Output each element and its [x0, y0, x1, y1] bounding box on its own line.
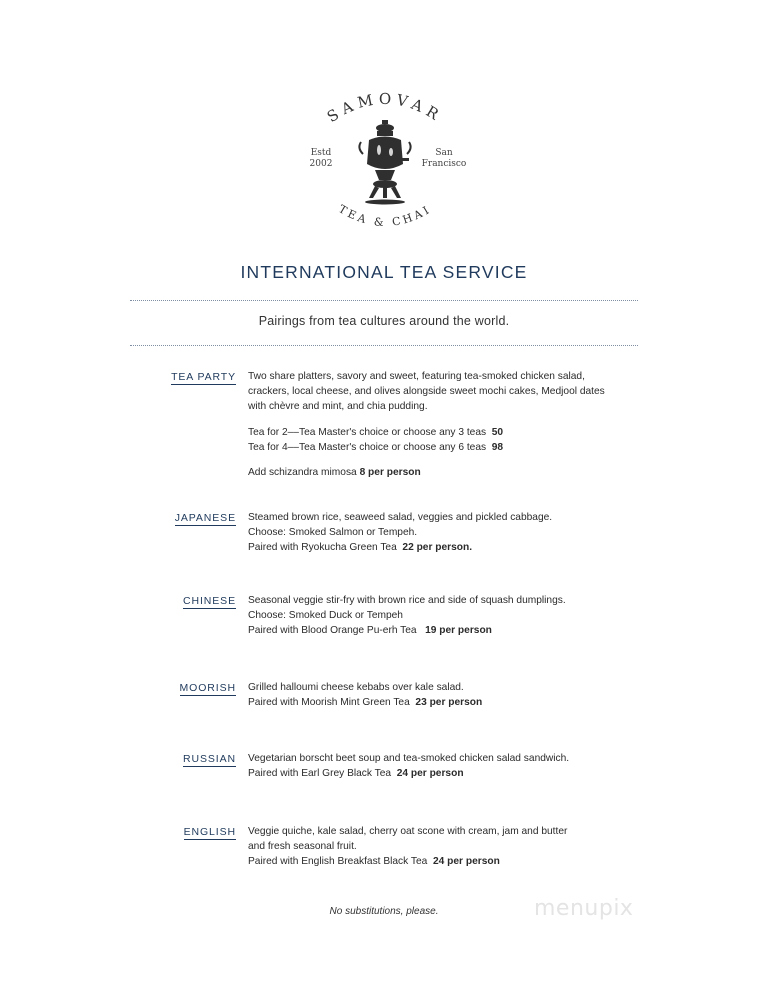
section-body-english — [248, 824, 633, 870]
option-line — [248, 440, 633, 455]
section-body-russian — [248, 751, 633, 781]
description-line: and fresh seasonal fruit. — [248, 841, 357, 853]
logo-brand-text: SAMOVAR — [323, 89, 447, 127]
logo-established: Estd 2002 — [309, 148, 333, 169]
page-title: INTERNATIONAL TEA SERVICE — [240, 262, 528, 282]
option-line — [248, 425, 633, 440]
section-label-english: ENGLISH — [183, 826, 236, 838]
pairing-text: Paired with Ryokucha Green Tea — [248, 542, 397, 554]
pairing-price: 23 per person — [415, 697, 483, 709]
pairing-price: 19 per person — [425, 625, 492, 637]
divider-top — [130, 300, 638, 301]
menupix-watermark: menupix — [534, 896, 634, 921]
description-line: Veggie quiche, kale salad, cherry oat scone with cream, jam and butter — [248, 826, 568, 837]
pairing-text: Paired with English Breakfast Black Tea — [248, 856, 428, 868]
description-line: Steamed brown rice, seaweed salad, veggies and pickled cabbage. — [248, 512, 553, 523]
pairing-line — [248, 695, 633, 710]
pairing-line — [248, 623, 633, 638]
logo-tagline-text: TEA & CHAI — [336, 202, 434, 230]
addon-text: Add schizandra mimosa — [248, 467, 357, 479]
logo-tagline-arc — [300, 190, 470, 245]
pairing-text: Paired with Earl Grey Black Tea — [248, 768, 392, 780]
addon-price: 8 per person — [359, 467, 421, 479]
logo-location: San Francisco — [421, 148, 467, 169]
pairing-price: 22 per person. — [402, 542, 473, 554]
section-label-chinese: CHINESE — [183, 595, 236, 607]
description-line: Choose: Smoked Duck or Tempeh — [248, 610, 403, 622]
section-body-chinese — [248, 593, 633, 639]
addon-line — [248, 465, 633, 480]
section-label-tea-party: TEA PARTY — [171, 371, 236, 383]
pairing-line — [248, 766, 633, 781]
pairing-line — [248, 854, 633, 869]
option-price: 50 — [491, 426, 504, 438]
option-text: Tea for 2––Tea Master's choice or choose any 3 teas — [248, 426, 487, 438]
description-line: Seasonal veggie stir-fry with brown rice and side of squash dumplings. — [248, 595, 566, 606]
section-body-moorish — [248, 680, 633, 710]
section-body-japanese — [248, 510, 633, 556]
svg-text:TEA & CHAI — [336, 202, 434, 229]
section-body-tea-party — [248, 369, 633, 480]
description-line: Choose: Smoked Salmon or Tempeh. — [248, 527, 418, 539]
section-label-moorish: MOORISH — [179, 682, 236, 694]
description-line: Vegetarian borscht beet soup and tea-smoked chicken salad sandwich. — [248, 753, 570, 764]
section-label-russian: RUSSIAN — [183, 753, 236, 765]
option-text: Tea for 4––Tea Master's choice or choose any 6 teas — [248, 441, 487, 453]
description-line: Two share platters, savory and sweet, featuring tea-smoked chicken salad, — [248, 371, 585, 382]
pairing-price: 24 per person — [433, 856, 500, 868]
pairing-text: Paired with Blood Orange Pu-erh Tea — [248, 625, 417, 637]
footer-note: No substitutions, please. — [329, 906, 439, 917]
description-line: with chèvre and mint, and chia pudding. — [248, 401, 428, 413]
pairing-price: 24 per person — [396, 768, 464, 780]
pairing-line — [248, 540, 633, 555]
samovar-logo — [300, 80, 470, 240]
pairing-text: Paired with Moorish Mint Green Tea — [248, 697, 410, 709]
description-line: crackers, local cheese, and olives alongside sweet mochi cakes, Medjool dates — [248, 386, 605, 398]
divider-bottom — [130, 345, 638, 346]
page-subtitle: Pairings from tea cultures around the world. — [258, 314, 510, 328]
description-line: Grilled halloumi cheese kebabs over kale salad. — [248, 682, 464, 693]
section-label-japanese: JAPANESE — [174, 512, 236, 524]
option-price: 98 — [491, 441, 504, 453]
